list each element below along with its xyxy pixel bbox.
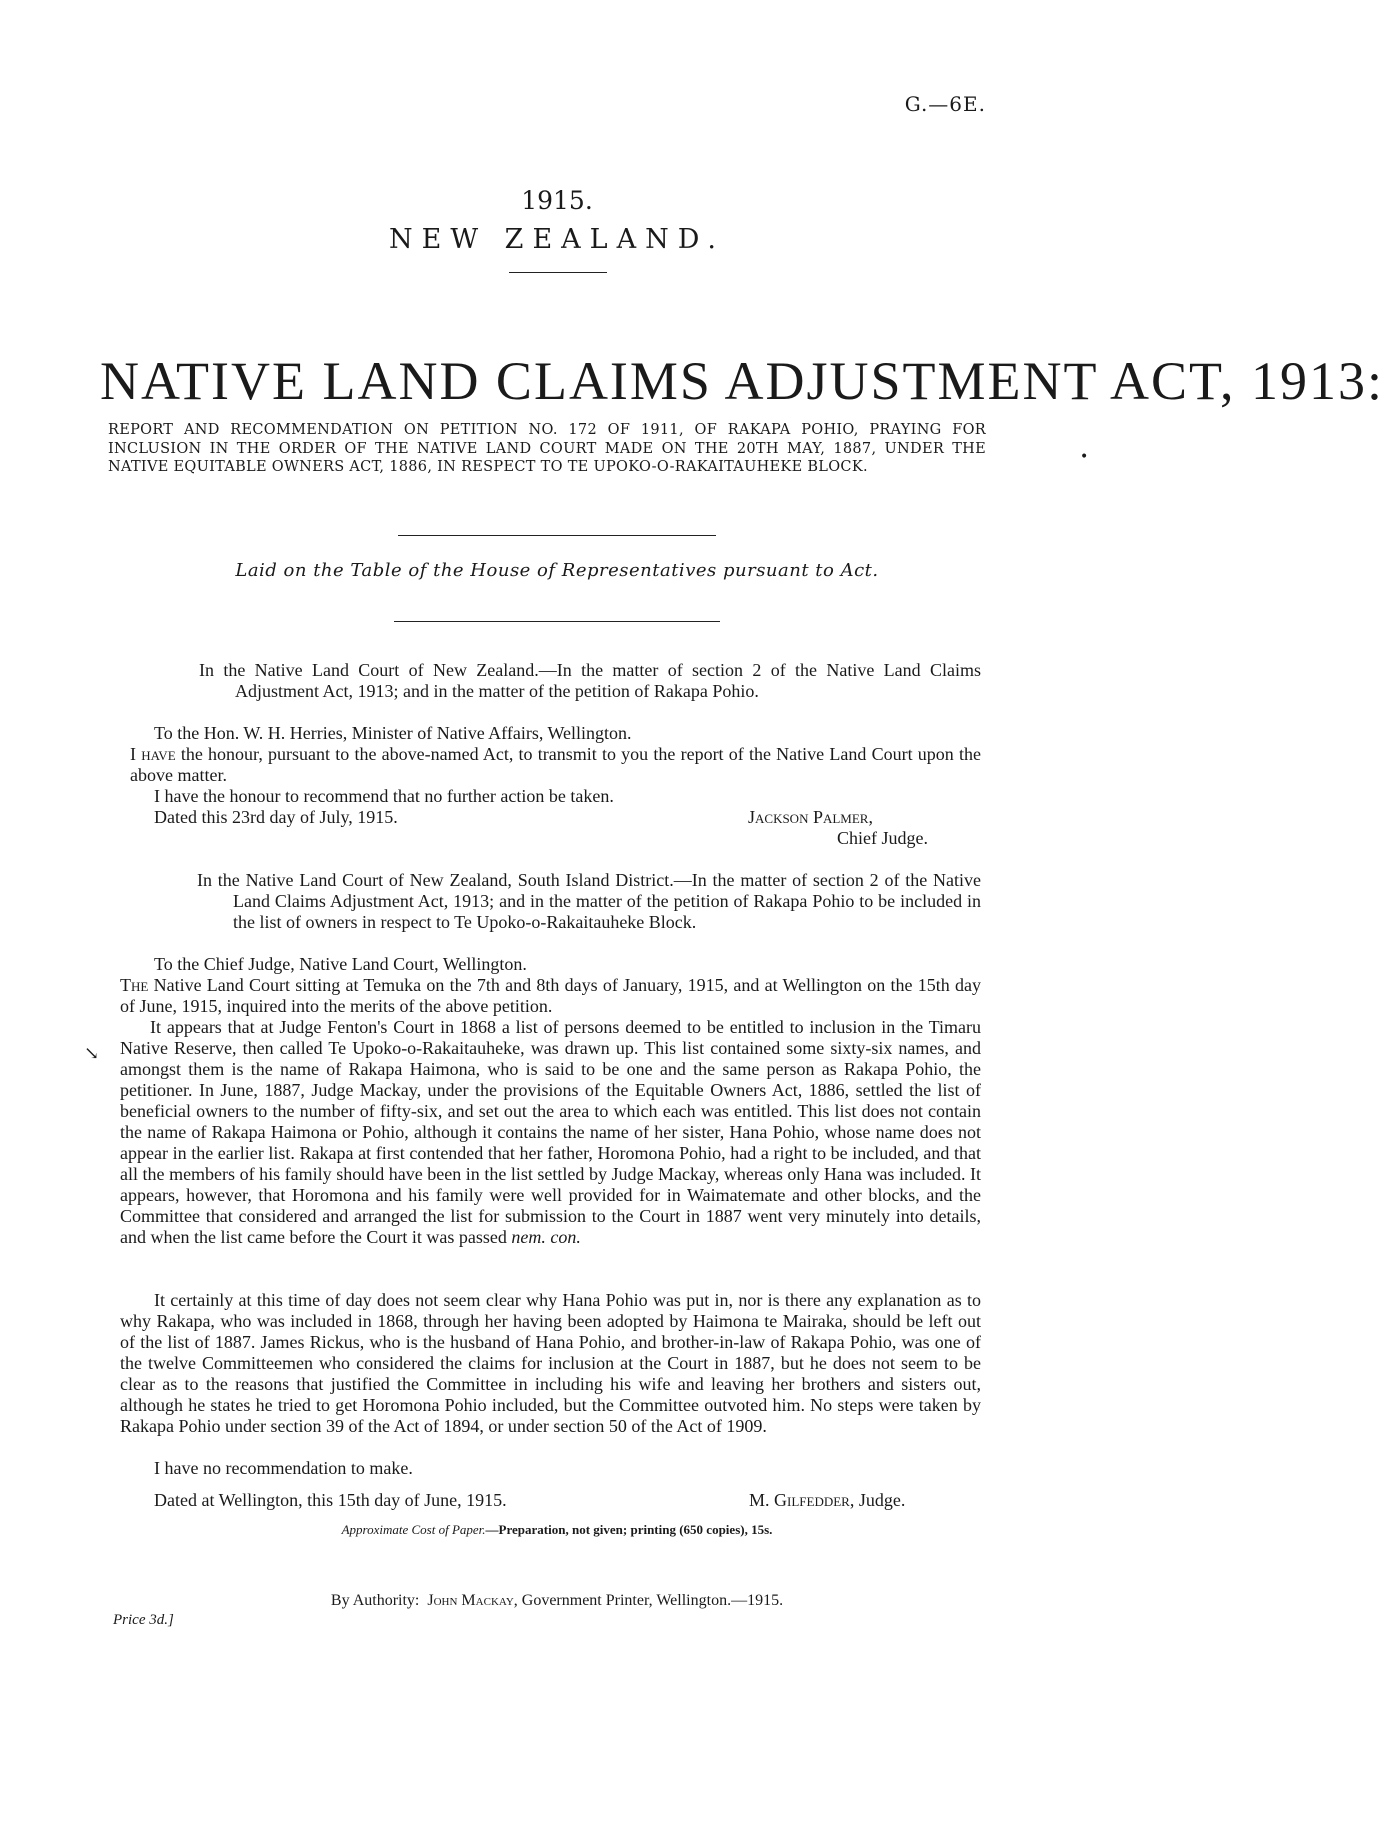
cost-value: —Preparation, not given; printing (650 copies), 15s. bbox=[485, 1522, 773, 1537]
report2-paragraph-1 bbox=[120, 975, 981, 1017]
opening-word: I have bbox=[130, 744, 176, 764]
printer-name: John Mackay, bbox=[427, 1592, 518, 1609]
act-title: NATIVE LAND CLAIMS ADJUSTMENT ACT, 1913: bbox=[100, 351, 1384, 411]
cost-of-paper-note bbox=[0, 1522, 1114, 1538]
cost-label: Approximate Cost of Paper. bbox=[341, 1522, 486, 1537]
report2-signer-title: Judge. bbox=[858, 1490, 906, 1510]
divider bbox=[398, 535, 716, 536]
country-heading: NEW ZEALAND. bbox=[389, 224, 725, 255]
report2-paragraph-2-text: It appears that at Judge Fenton's Court in 1868 a list of persons deemed to be entitled to inclusion in the Timaru Native Reserve, then called Te Upoko-o-Rakaitauheke, was drawn up. This list contained some sixty-six names, and amongst them is the name of Rakapa Haimona, who is said to be one and the same person as Rakapa Pohio, the petitioner. In June, 1887, Judge Mackay, under the provisions of the Equitable Owners Act, 1886, settled the list of beneficial owners to the number of fifty-six, and set out the area to which each was entitled. This list does not contain the name of Rakapa Haimona or Pohio, although it contains the name of her sister, Hana Pohio, whose name does not appear in the earlier list. Rakapa at first contended that her father, Horomona Pohio, had a right to be included, and that all the members of his family should have been in the list settled by Judge Mackay, whereas only Hana was included. It appears, however, that Horomona and his family were well provided for in Waimatemate and other blocks, and the Committee that considered and arranged the list for submission to the Court in 1887 went very minutely into details, and when the list came before the Court it was passed bbox=[120, 1017, 981, 1247]
report1-addressee: To the Hon. W. H. Herries, Minister of Native Affairs, Wellington. bbox=[154, 723, 632, 743]
printer-details: Government Printer, Wellington.—1915. bbox=[521, 1592, 784, 1609]
report2-signer-name: M. Gilfedder, bbox=[749, 1490, 855, 1510]
report2-paragraph-2 bbox=[120, 1017, 981, 1248]
opening-word: The bbox=[120, 975, 149, 995]
laid-on-table-line: Laid on the Table of the House of Representatives pursuant to Act. bbox=[235, 560, 879, 581]
report1-signer-name: Jackson Palmer, bbox=[748, 807, 873, 827]
margin-arrow-mark: ↘ bbox=[84, 1043, 100, 1064]
report2-paragraph-1-text: Native Land Court sitting at Temuka on the 7th and 8th days of January, 1915, and at Wellington on the 15th day of June, 1915, inquired into the merits of the above petition. bbox=[120, 975, 982, 1016]
report1-body bbox=[130, 744, 981, 786]
printer-line bbox=[0, 1592, 1114, 1610]
report2-date-text: Dated at Wellington, this 15th day of June, 1915. bbox=[154, 1490, 507, 1510]
report1-date: Dated this 23rd day of July, 1915. bbox=[154, 807, 398, 827]
price-label: Price 3d.] bbox=[113, 1612, 174, 1628]
report2-addressee: To the Chief Judge, Native Land Court, Wellington. bbox=[154, 954, 527, 974]
report-subtitle: REPORT AND RECOMMENDATION ON PETITION NO. 172 OF 1911, OF RAKAPA POHIO, PRAYING FOR INCLUSION IN THE ORDER OF THE NATIVE LAND COURT MADE ON THE 20TH MAY, 1887, UNDER THE NATIVE EQUITABLE OWNERS ACT, 1886, IN RESPECT TO TE UPOKO-O-RAKAITAUHEKE BLOCK. bbox=[108, 422, 986, 475]
report2-no-recommendation: I have no recommendation to make. bbox=[154, 1458, 413, 1478]
divider bbox=[509, 272, 607, 273]
report1-body-text: the honour, pursuant to the above-named Act, to transmit to you the report of the Native Land Court upon the above matter. bbox=[130, 744, 981, 785]
report2-signature bbox=[749, 1490, 905, 1511]
report2-date bbox=[154, 1490, 507, 1511]
report2-paragraph-3: It certainly at this time of day does not seem clear why Hana Pohio was put in, nor is there any explanation as to why Rakapa, who was included in 1868, through her having been adopted by Haimona te Mairaka, should be left out of the list of 1887. James Rickus, who is the husband of Hana Pohio, and brother-in-law of Rakapa Pohio, was one of the twelve Committeemen who considered the claims for inclusion at the Court in 1887, but he does not seem to be clear as to the reasons that justified the Committee in including his wife and leaving her brothers and sisters out, although he states he tried to get Horomona Pohio included, but the Committee outvoted him. No steps were taken by Rakapa Pohio under section 39 of the Act of 1894, or under section 50 of the Act of 1909. bbox=[120, 1290, 981, 1436]
latin-phrase: nem. con. bbox=[511, 1227, 581, 1247]
report1-signer-title: Chief Judge. bbox=[837, 828, 928, 848]
by-authority-label: By Authority: bbox=[330, 1592, 420, 1609]
document-reference: G.—6E. bbox=[904, 92, 986, 116]
report1-recommendation: I have the honour to recommend that no further action be taken. bbox=[154, 786, 614, 806]
margin-dot: • bbox=[1080, 449, 1089, 465]
report2-heading: In the Native Land Court of New Zealand, South Island District.—In the matter of section 2 of the Native Land Claims Adjustment Act, 1913; and in the matter of the petition of Rakapa Pohio to be included in the list of owners in respect to Te Upoko-o-Rakaitauheke Block. bbox=[197, 870, 981, 932]
report1-heading: In the Native Land Court of New Zealand.—In the matter of section 2 of the Native Land Claims Adjustment Act, 1913; and in the matter of the petition of Rakapa Pohio. bbox=[199, 660, 981, 701]
publication-year: 1915. bbox=[521, 186, 593, 215]
divider bbox=[394, 621, 720, 622]
